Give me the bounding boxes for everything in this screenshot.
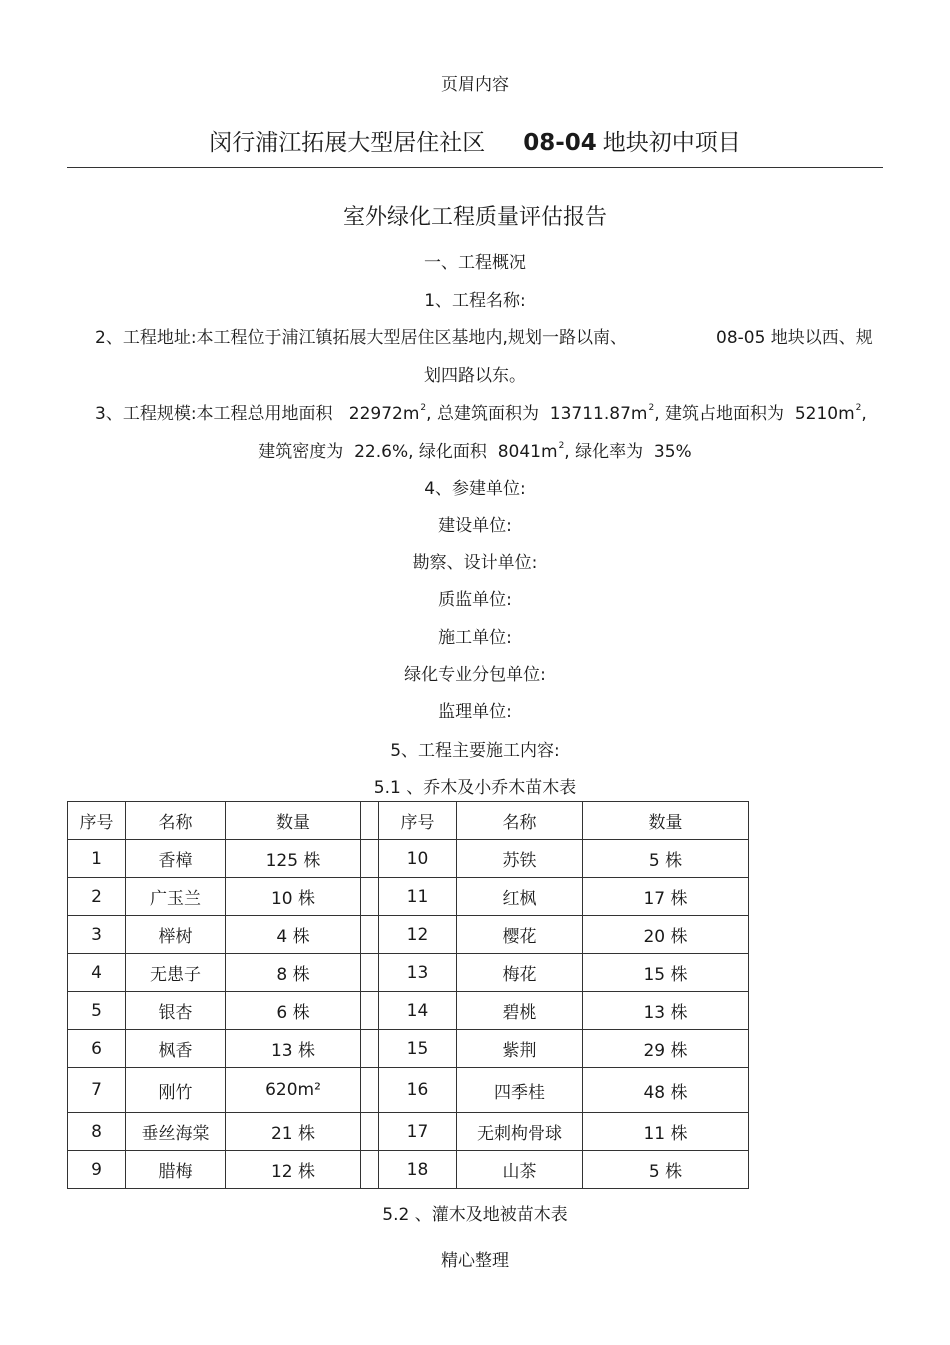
plant-name: 碧桃 [457,992,583,1030]
column-gap [361,1151,379,1189]
plant-quantity: 10 株 [226,878,361,916]
row-number: 11 [379,878,457,916]
row-number: 3 [68,916,126,954]
table-row [68,1030,749,1068]
table1-caption: 5.1 、乔木及小乔木苗木表 [373,778,577,798]
unit-contractor: 施工单位: [438,628,512,648]
column-gap [361,1068,379,1113]
row-number: 2 [68,878,126,916]
plant-quantity: 125 株 [226,840,361,878]
item-project-name: 1、工程名称: [424,291,526,311]
page-header: 页眉内容 [441,75,509,95]
green-rate: 35% [653,442,692,462]
address-text-end: 08-05 地块以西、规 [716,328,873,348]
density-value: 22.6% [354,442,409,462]
title-prefix: 闵行浦江拓展大型居住社区 [209,130,486,156]
column-gap [361,1113,379,1151]
table2-caption: 5.2 、灌木及地被苗木表 [382,1205,568,1225]
green-rate-label: 绿化率为 [575,442,644,462]
header-cell: 序号 [379,802,457,840]
plant-quantity: 620m² [226,1068,361,1113]
column-gap [361,916,379,954]
column-gap [361,878,379,916]
unit-quality: 质监单位: [438,590,512,610]
column-gap [361,1030,379,1068]
plant-quantity: 5 株 [583,840,749,878]
item-address-line2: 划四路以东。 [424,366,526,386]
row-number: 4 [68,954,126,992]
plant-quantity: 20 株 [583,916,749,954]
plant-name: 广玉兰 [126,878,226,916]
plant-name: 腊梅 [126,1151,226,1189]
header-cell: 名称 [457,802,583,840]
plant-name: 紫荆 [457,1030,583,1068]
item-main-works: 5、工程主要施工内容: [390,741,560,761]
plant-quantity: 6 株 [226,992,361,1030]
plant-quantity: 48 株 [583,1068,749,1113]
row-number: 10 [379,840,457,878]
plant-name: 苏铁 [457,840,583,878]
plant-name: 四季桂 [457,1068,583,1113]
table-row [68,992,749,1030]
row-number: 17 [379,1113,457,1151]
report-title: 室外绿化工程质量评估报告 [342,205,607,230]
table-row [68,878,749,916]
plant-quantity: 5 株 [583,1151,749,1189]
header-cell: 数量 [226,802,361,840]
row-number: 13 [379,954,457,992]
section-heading: 一、工程概况 [424,253,526,273]
row-number: 1 [68,840,126,878]
unit-supervision: 监理单位: [438,702,512,722]
plant-quantity: 17 株 [583,878,749,916]
plant-quantity: 8 株 [226,954,361,992]
plant-name: 银杏 [126,992,226,1030]
item-scale-line2: 建筑密度为 22.6%, 绿化面积 $8041m^2$, 绿化率为 35% [258,441,692,462]
title-suffix: 地块初中项目 [602,130,741,156]
tree-seedling-table [67,801,749,1189]
header-cell: 序号 [68,802,126,840]
plant-name: 樱花 [457,916,583,954]
row-number: 12 [379,916,457,954]
building-area: 13711.87 [549,404,631,424]
table-header-row [68,802,749,840]
plant-quantity: 29 株 [583,1030,749,1068]
row-number: 9 [68,1151,126,1189]
document-title [0,124,950,157]
table-row [68,1151,749,1189]
table-row [68,840,749,878]
plant-name: 无患子 [126,954,226,992]
row-number: 14 [379,992,457,1030]
plant-name: 香樟 [126,840,226,878]
plant-name: 刚竹 [126,1068,226,1113]
row-number: 5 [68,992,126,1030]
row-number: 18 [379,1151,457,1189]
green-area: 8041 [497,442,541,462]
total-area-label: 总建筑面积为 [436,404,539,424]
plant-quantity: 15 株 [583,954,749,992]
table-row [68,916,749,954]
unit-greening-sub: 绿化专业分包单位: [404,665,546,685]
scale-label: 3、工程规模:本工程总用地面积 [95,404,333,424]
unit-survey-design: 勘察、设计单位: [412,553,538,573]
green-area-label: 绿化面积 [418,442,487,462]
footprint-label: 建筑占地面积为 [665,404,785,424]
footprint-area: 5210 [794,404,839,424]
row-number: 16 [379,1068,457,1113]
table-row [68,1068,749,1113]
plant-name: 无刺枸骨球 [457,1113,583,1151]
item-address-line1 [95,323,627,348]
column-gap [361,992,379,1030]
row-number: 15 [379,1030,457,1068]
row-number: 8 [68,1113,126,1151]
header-cell: 名称 [126,802,226,840]
plant-name: 枫香 [126,1030,226,1068]
land-area: 22972 [348,404,403,424]
table-row [68,954,749,992]
page-footer: 精心整理 [441,1251,509,1271]
table-row [68,1113,749,1151]
plant-name: 梅花 [457,954,583,992]
row-number: 7 [68,1068,126,1113]
plant-quantity: 4 株 [226,916,361,954]
plant-quantity: 12 株 [226,1151,361,1189]
plant-name: 榉树 [126,916,226,954]
address-text: 2、工程地址:本工程位于浦江镇拓展大型居住区基地内,规划一路以南、 [95,328,627,348]
plant-name: 垂丝海棠 [126,1113,226,1151]
column-gap [361,802,379,840]
item-scale-line1: 3、工程规模:本工程总用地面积 $22972m^2$, 总建筑面积为 $13711.87m^2$, 建筑占地面积为 $5210m^2$, [95,403,867,424]
plant-name: 山茶 [457,1151,583,1189]
plant-quantity: 13 株 [226,1030,361,1068]
density-label: 建筑密度为 [258,442,344,462]
plant-quantity: 21 株 [226,1113,361,1151]
row-number: 6 [68,1030,126,1068]
header-rule [67,167,883,168]
header-cell: 数量 [583,802,749,840]
plant-quantity: 11 株 [583,1113,749,1151]
plant-quantity: 13 株 [583,992,749,1030]
plant-name: 红枫 [457,878,583,916]
column-gap [361,954,379,992]
title-number: 08-04 [523,130,597,156]
unit-construction: 建设单位: [438,516,512,536]
item-participants: 4、参建单位: [424,479,526,499]
column-gap [361,840,379,878]
